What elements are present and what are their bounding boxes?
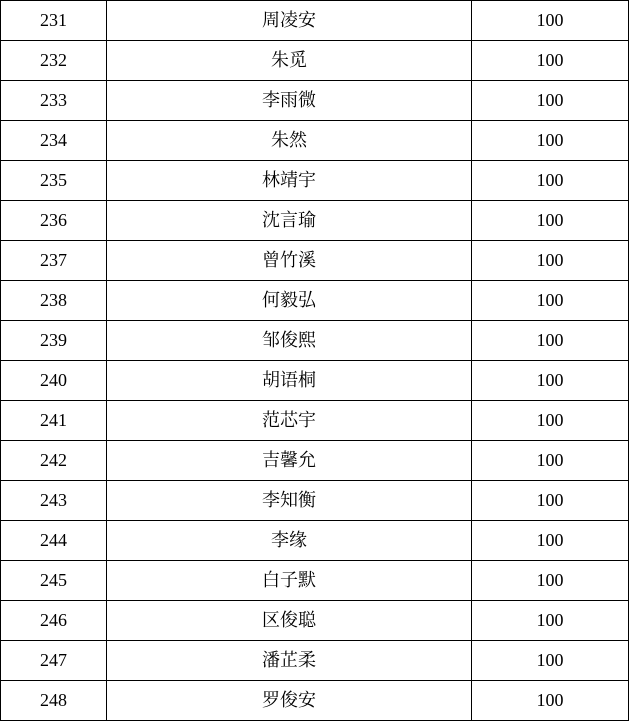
table-row: [1, 641, 629, 681]
score-value: 100: [472, 561, 629, 601]
row-number: 232: [1, 41, 107, 81]
row-number: 237: [1, 241, 107, 281]
student-name: 沈言瑜: [107, 201, 472, 241]
score-value: 100: [472, 521, 629, 561]
score-value: 100: [472, 321, 629, 361]
student-name: 潘芷柔: [107, 641, 472, 681]
table-row: [1, 401, 629, 441]
row-number: 247: [1, 641, 107, 681]
student-name: 周凌安: [107, 1, 472, 41]
table-row: [1, 81, 629, 121]
row-number: 234: [1, 121, 107, 161]
table-row: [1, 481, 629, 521]
table-row: [1, 281, 629, 321]
student-name: 朱然: [107, 121, 472, 161]
score-value: 100: [472, 121, 629, 161]
student-name: 区俊聪: [107, 601, 472, 641]
row-number: 240: [1, 361, 107, 401]
score-value: 100: [472, 401, 629, 441]
score-value: 100: [472, 201, 629, 241]
student-name: 何毅弘: [107, 281, 472, 321]
row-number: 245: [1, 561, 107, 601]
student-name: 罗俊安: [107, 681, 472, 721]
row-number: 244: [1, 521, 107, 561]
student-name: 李缘: [107, 521, 472, 561]
score-value: 100: [472, 161, 629, 201]
score-table-body: [1, 1, 629, 721]
row-number: 239: [1, 321, 107, 361]
score-value: 100: [472, 281, 629, 321]
table-row: [1, 521, 629, 561]
table-row: [1, 441, 629, 481]
row-number: 243: [1, 481, 107, 521]
table-row: [1, 41, 629, 81]
score-value: 100: [472, 41, 629, 81]
student-name: 曾竹溪: [107, 241, 472, 281]
score-value: 100: [472, 361, 629, 401]
row-number: 238: [1, 281, 107, 321]
row-number: 242: [1, 441, 107, 481]
table-row: [1, 561, 629, 601]
table-row: [1, 161, 629, 201]
row-number: 248: [1, 681, 107, 721]
student-name: 胡语桐: [107, 361, 472, 401]
table-row: [1, 321, 629, 361]
row-number: 241: [1, 401, 107, 441]
table-row: [1, 601, 629, 641]
student-name: 李知衡: [107, 481, 472, 521]
score-value: 100: [472, 81, 629, 121]
score-value: 100: [472, 441, 629, 481]
row-number: 235: [1, 161, 107, 201]
table-row: [1, 1, 629, 41]
score-value: 100: [472, 1, 629, 41]
score-value: 100: [472, 601, 629, 641]
student-name: 林靖宇: [107, 161, 472, 201]
student-name: 朱觅: [107, 41, 472, 81]
student-name: 邹俊熙: [107, 321, 472, 361]
score-value: 100: [472, 241, 629, 281]
row-number: 246: [1, 601, 107, 641]
table-row: [1, 361, 629, 401]
student-name: 李雨微: [107, 81, 472, 121]
table-row: [1, 121, 629, 161]
score-value: 100: [472, 641, 629, 681]
student-name: 吉馨允: [107, 441, 472, 481]
row-number: 233: [1, 81, 107, 121]
table-row: [1, 201, 629, 241]
row-number: 231: [1, 1, 107, 41]
student-name: 白子默: [107, 561, 472, 601]
student-name: 范芯宇: [107, 401, 472, 441]
row-number: 236: [1, 201, 107, 241]
table-row: [1, 241, 629, 281]
table-row: [1, 681, 629, 721]
score-value: 100: [472, 681, 629, 721]
score-value: 100: [472, 481, 629, 521]
